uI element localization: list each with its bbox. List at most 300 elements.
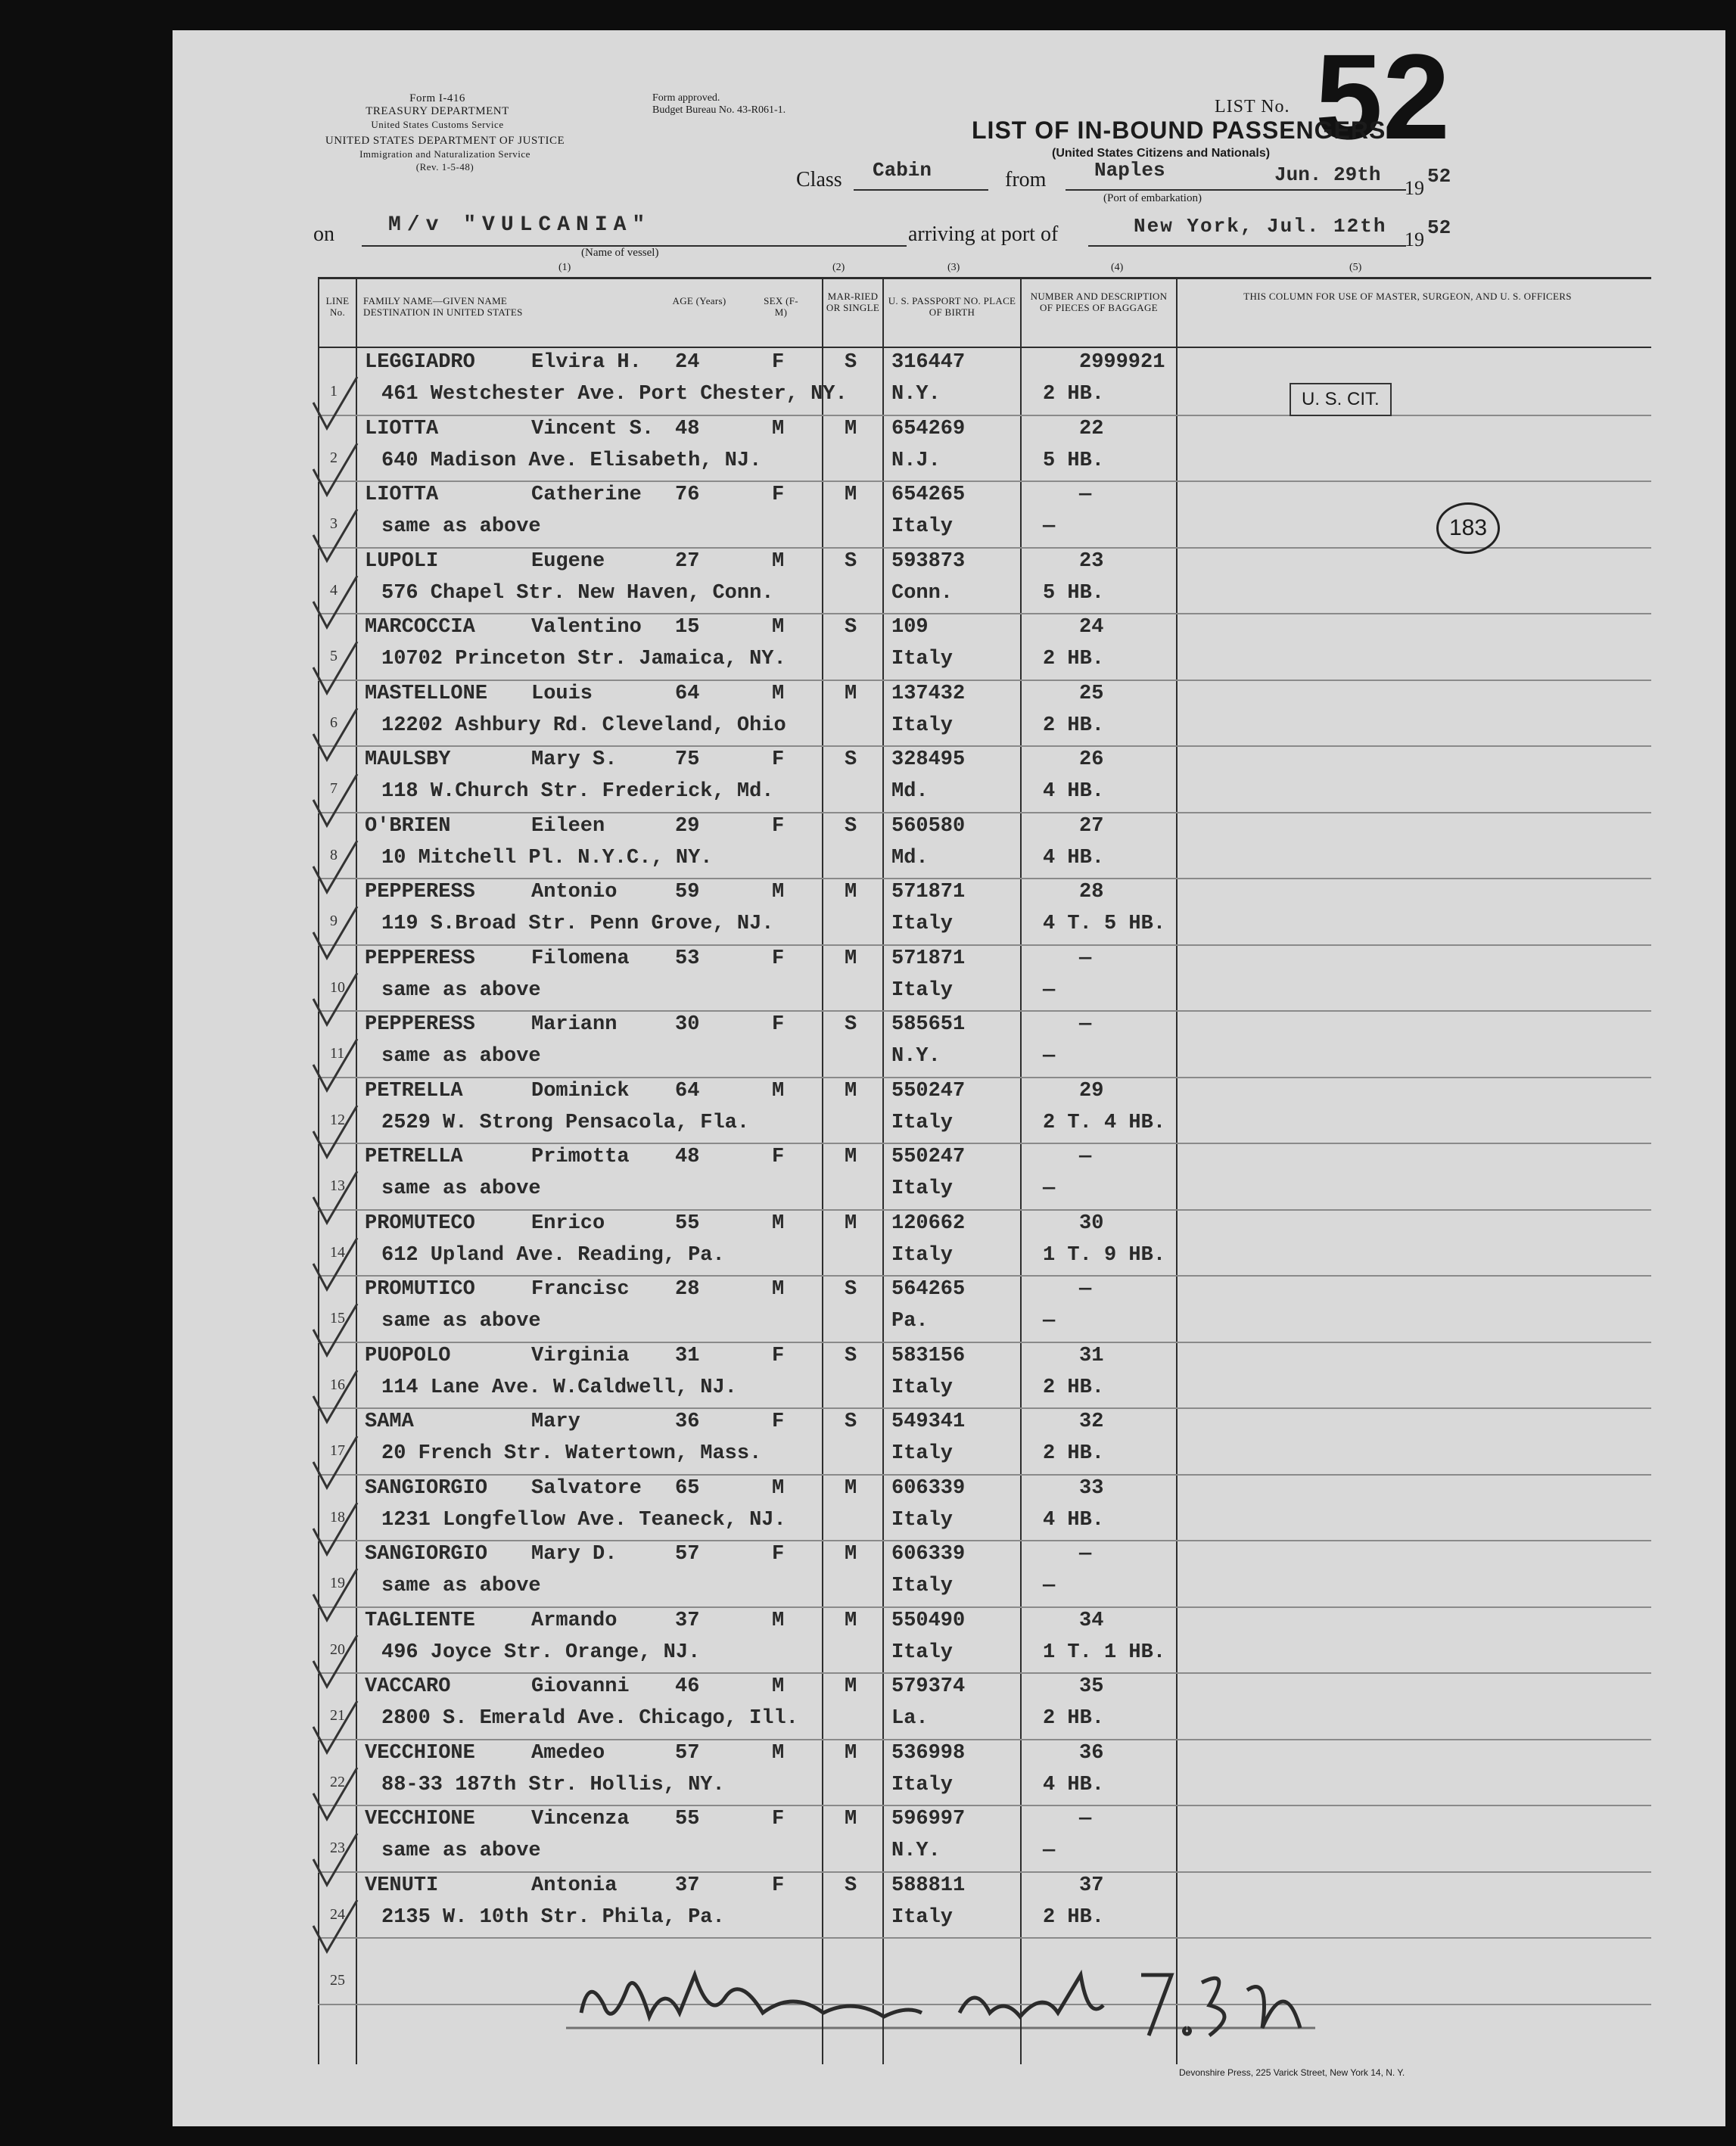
family-name: SANGIORGIO bbox=[365, 1543, 488, 1566]
printer-credit: Devonshire Press, 225 Varick Street, New York 14, N. Y. bbox=[1179, 2067, 1405, 2078]
embark-note: (Port of embarkation) bbox=[1103, 192, 1202, 204]
form-number: Form I-416 bbox=[409, 92, 465, 104]
line-number: 20 bbox=[330, 1641, 345, 1658]
family-name: PEPPERESS bbox=[365, 947, 475, 970]
passport-number: 596997 bbox=[891, 1808, 966, 1830]
age: 75 bbox=[675, 748, 700, 771]
place-of-birth: Conn. bbox=[891, 581, 954, 605]
table-row bbox=[318, 350, 1651, 416]
place-of-birth: Italy bbox=[891, 1905, 954, 1929]
baggage-number: 25 bbox=[1079, 682, 1104, 705]
table-row bbox=[318, 747, 1651, 813]
sex: F bbox=[772, 1874, 785, 1897]
family-name: PUOPOLO bbox=[365, 1344, 451, 1367]
passport-number: 550247 bbox=[891, 1146, 966, 1168]
destination: same as above bbox=[381, 515, 541, 538]
baggage-number: — bbox=[1079, 1808, 1092, 1830]
sex: M bbox=[772, 1476, 785, 1500]
age: 24 bbox=[675, 351, 700, 374]
given-name: Francisc bbox=[531, 1278, 630, 1301]
baggage-description: — bbox=[1043, 978, 1056, 1002]
age: 36 bbox=[675, 1410, 700, 1433]
place-of-birth: La. bbox=[891, 1707, 929, 1730]
col-age: AGE (Years) bbox=[672, 295, 726, 306]
passport-number: 316447 bbox=[891, 351, 966, 374]
col-sex: SEX (F-M) bbox=[764, 295, 798, 318]
destination: 10 Mitchell Pl. N.Y.C., NY. bbox=[381, 846, 713, 869]
marital-status: S bbox=[845, 616, 857, 639]
baggage-description: 2 HB. bbox=[1043, 714, 1105, 737]
marital-status: S bbox=[845, 748, 857, 771]
destination: same as above bbox=[381, 1045, 541, 1068]
age: 15 bbox=[675, 616, 700, 639]
col-destination: DESTINATION IN UNITED STATES bbox=[363, 306, 523, 318]
place-of-birth: Italy bbox=[891, 515, 954, 538]
line-number: 4 bbox=[330, 581, 338, 599]
place-of-birth: Md. bbox=[891, 846, 929, 869]
baggage-description: 1 T. 9 HB. bbox=[1043, 1243, 1166, 1267]
place-of-birth: Italy bbox=[891, 1376, 954, 1399]
baggage-description: 1 T. 1 HB. bbox=[1043, 1641, 1166, 1664]
table-row bbox=[318, 416, 1651, 483]
given-name: Virginia bbox=[531, 1344, 630, 1367]
given-name: Louis bbox=[531, 682, 593, 705]
given-name: Dominick bbox=[531, 1079, 630, 1103]
destination: 88-33 187th Str. Hollis, NY. bbox=[381, 1773, 725, 1796]
age: 59 bbox=[675, 881, 700, 903]
given-name: Enrico bbox=[531, 1211, 605, 1235]
marital-status: M bbox=[845, 1808, 857, 1830]
passport-number: 654265 bbox=[891, 484, 966, 506]
family-name: VECCHIONE bbox=[365, 1741, 475, 1765]
table-row bbox=[318, 681, 1651, 748]
table-row bbox=[318, 1078, 1651, 1145]
destination: same as above bbox=[381, 1575, 541, 1597]
age: 65 bbox=[675, 1476, 700, 1500]
sex: F bbox=[772, 1344, 785, 1367]
baggage-number: 32 bbox=[1079, 1410, 1104, 1433]
table-row bbox=[318, 1277, 1651, 1343]
baggage-number: 24 bbox=[1079, 616, 1104, 639]
baggage-description: — bbox=[1043, 1177, 1056, 1200]
table-row bbox=[318, 1740, 1651, 1807]
baggage-description: 4 HB. bbox=[1043, 1773, 1105, 1796]
sex: F bbox=[772, 1808, 785, 1830]
sex: M bbox=[772, 881, 785, 903]
line-number: 12 bbox=[330, 1111, 345, 1128]
family-name: PEPPERESS bbox=[365, 1013, 475, 1036]
destination: 496 Joyce Str. Orange, NJ. bbox=[381, 1641, 701, 1664]
place-of-birth: Italy bbox=[891, 1177, 954, 1200]
table-row bbox=[318, 1409, 1651, 1476]
family-name: PETRELLA bbox=[365, 1079, 463, 1103]
place-of-birth: Italy bbox=[891, 1773, 954, 1796]
place-of-birth: Italy bbox=[891, 1243, 954, 1267]
inspector-signature bbox=[566, 1945, 1323, 2058]
sex: F bbox=[772, 1410, 785, 1433]
table-row bbox=[318, 1608, 1651, 1675]
given-name: Eileen bbox=[531, 814, 605, 838]
given-name: Eugene bbox=[531, 549, 605, 573]
baggage-description: — bbox=[1043, 1575, 1056, 1597]
given-name: Primotta bbox=[531, 1146, 630, 1168]
baggage-number: 37 bbox=[1079, 1874, 1104, 1897]
destination: 461 Westchester Ave. Port Chester, NY. bbox=[381, 383, 848, 406]
col-num-4: (4) bbox=[1111, 262, 1124, 273]
approval-block bbox=[652, 92, 786, 117]
given-name: Catherine bbox=[531, 484, 642, 506]
place-of-birth: N.Y. bbox=[891, 1840, 941, 1862]
place-of-birth: N.Y. bbox=[891, 383, 941, 406]
line-number: 8 bbox=[330, 846, 338, 863]
baggage-description: — bbox=[1043, 1310, 1056, 1333]
passport-number: 137432 bbox=[891, 682, 966, 705]
table-row bbox=[318, 1476, 1651, 1542]
place-of-birth: Italy bbox=[891, 1575, 954, 1597]
family-name: PROMUTICO bbox=[365, 1278, 475, 1301]
baggage-number: — bbox=[1079, 1146, 1092, 1168]
baggage-description: — bbox=[1043, 1840, 1056, 1862]
baggage-description: 2 T. 4 HB. bbox=[1043, 1111, 1166, 1134]
passport-number: 560580 bbox=[891, 814, 966, 838]
destination: 119 S.Broad Str. Penn Grove, NJ. bbox=[381, 913, 774, 935]
given-name: Antonia bbox=[531, 1874, 618, 1897]
family-name: SAMA bbox=[365, 1410, 414, 1433]
place-of-birth: Italy bbox=[891, 1442, 954, 1465]
table-row bbox=[318, 614, 1651, 681]
sex: F bbox=[772, 484, 785, 506]
passport-number: 328495 bbox=[891, 748, 966, 771]
justice-header bbox=[286, 135, 604, 173]
age: 28 bbox=[675, 1278, 700, 1301]
place-of-birth: Pa. bbox=[891, 1310, 929, 1333]
age: 76 bbox=[675, 484, 700, 506]
passport-number: 109 bbox=[891, 616, 929, 639]
line-number: 25 bbox=[330, 1972, 345, 1989]
passport-number: 550247 bbox=[891, 1079, 966, 1103]
table-row bbox=[318, 813, 1651, 880]
family-name: SANGIORGIO bbox=[365, 1476, 488, 1500]
class-label: Class bbox=[796, 168, 842, 191]
family-name: LIOTTA bbox=[365, 417, 439, 440]
table-row bbox=[318, 1211, 1651, 1277]
vessel-note: (Name of vessel) bbox=[581, 247, 659, 259]
table-row bbox=[318, 1144, 1651, 1211]
page-title: LIST OF IN-BOUND PASSENGERS bbox=[972, 117, 1386, 144]
destination: 114 Lane Ave. W.Caldwell, NJ. bbox=[381, 1376, 737, 1399]
us-cit-stamp: U. S. CIT. bbox=[1290, 383, 1392, 416]
passport-number: 579374 bbox=[891, 1675, 966, 1698]
destination: same as above bbox=[381, 1310, 541, 1333]
baggage-description: 2 HB. bbox=[1043, 1442, 1105, 1465]
given-name: Antonio bbox=[531, 881, 618, 903]
line-number: 7 bbox=[330, 780, 338, 797]
from-label: from bbox=[1005, 168, 1047, 191]
place-of-birth: Italy bbox=[891, 648, 954, 670]
table-row bbox=[318, 549, 1651, 615]
table-row bbox=[318, 1541, 1651, 1608]
line-number: 18 bbox=[330, 1508, 345, 1526]
family-name: VENUTI bbox=[365, 1874, 439, 1897]
table-row bbox=[318, 1674, 1651, 1740]
destination: 2800 S. Emerald Ave. Chicago, Ill. bbox=[381, 1707, 798, 1730]
baggage-description: 4 HB. bbox=[1043, 780, 1105, 803]
marital-status: S bbox=[845, 1874, 857, 1897]
given-name: Valentino bbox=[531, 616, 642, 639]
family-name: LEGGIADRO bbox=[365, 351, 475, 374]
destination: same as above bbox=[381, 978, 541, 1002]
passport-number: 536998 bbox=[891, 1741, 966, 1765]
baggage-description: — bbox=[1043, 515, 1056, 538]
approval-label: Form approved. bbox=[652, 92, 720, 104]
col-passport: U. S. PASSPORT NO. PLACE OF BIRTH bbox=[888, 295, 1016, 318]
list-no-label: LIST No. bbox=[1215, 97, 1290, 117]
baggage-number: 27 bbox=[1079, 814, 1104, 838]
list-number: 52 bbox=[1315, 29, 1450, 164]
treasury-label: TREASURY DEPARTMENT bbox=[366, 105, 509, 117]
ins-label: Immigration and Naturalization Service bbox=[359, 148, 530, 160]
sex: F bbox=[772, 814, 785, 838]
page-subtitle: (United States Citizens and Nationals) bbox=[1052, 147, 1271, 160]
line-number: 19 bbox=[330, 1575, 345, 1591]
sex: M bbox=[772, 1079, 785, 1103]
sex: F bbox=[772, 1146, 785, 1168]
line-number: 11 bbox=[330, 1045, 345, 1062]
given-name: Filomena bbox=[531, 947, 630, 970]
destination: 12202 Ashbury Rd. Cleveland, Ohio bbox=[381, 714, 786, 737]
year-prefix-2: 19 bbox=[1405, 229, 1424, 250]
baggage-number: 33 bbox=[1079, 1476, 1104, 1500]
sex: F bbox=[772, 748, 785, 771]
col-num-5: (5) bbox=[1349, 262, 1362, 273]
destination: 20 French Str. Watertown, Mass. bbox=[381, 1442, 762, 1465]
col-num-3: (3) bbox=[947, 262, 960, 273]
sex: M bbox=[772, 1609, 785, 1632]
passport-number: 654269 bbox=[891, 417, 966, 440]
baggage-number: 22 bbox=[1079, 417, 1104, 440]
baggage-description: 2 HB. bbox=[1043, 648, 1105, 670]
baggage-number: — bbox=[1079, 484, 1092, 506]
baggage-number: 31 bbox=[1079, 1344, 1104, 1367]
baggage-description: 2 HB. bbox=[1043, 1707, 1105, 1730]
revision-label: (Rev. 1-5-48) bbox=[415, 161, 474, 173]
baggage-number: — bbox=[1079, 947, 1092, 970]
marital-status: S bbox=[845, 549, 857, 573]
age: 55 bbox=[675, 1808, 700, 1830]
marital-status: S bbox=[845, 1410, 857, 1433]
col-name-block bbox=[363, 295, 523, 318]
line-number: 15 bbox=[330, 1310, 345, 1326]
passport-number: 564265 bbox=[891, 1278, 966, 1301]
line-number: 14 bbox=[330, 1243, 345, 1261]
family-name: MASTELLONE bbox=[365, 682, 488, 705]
place-of-birth: Italy bbox=[891, 714, 954, 737]
line-number: 24 bbox=[330, 1905, 345, 1923]
destination: 2135 W. 10th Str. Phila, Pa. bbox=[381, 1905, 725, 1929]
given-name: Armando bbox=[531, 1609, 618, 1632]
marital-status: M bbox=[845, 1741, 857, 1765]
place-of-birth: Italy bbox=[891, 1641, 954, 1664]
age: 57 bbox=[675, 1741, 700, 1765]
sex: M bbox=[772, 682, 785, 705]
marital-status: S bbox=[845, 1278, 857, 1301]
passport-number: 571871 bbox=[891, 947, 966, 970]
departure-date: Jun. 29th bbox=[1274, 163, 1381, 186]
marital-status: S bbox=[845, 1013, 857, 1036]
given-name: Giovanni bbox=[531, 1675, 630, 1698]
marital-status: S bbox=[845, 814, 857, 838]
sex: M bbox=[772, 1278, 785, 1301]
marital-status: M bbox=[845, 1476, 857, 1500]
given-name: Amedeo bbox=[531, 1741, 605, 1765]
budget-label: Budget Bureau No. 43-R061-1. bbox=[652, 104, 786, 116]
place-of-birth: Md. bbox=[891, 780, 929, 803]
marital-status: M bbox=[845, 1211, 857, 1235]
sex: F bbox=[772, 947, 785, 970]
vessel-name: M/v "VULCANIA" bbox=[388, 213, 652, 237]
passport-number: 606339 bbox=[891, 1476, 966, 1500]
baggage-number: — bbox=[1079, 1278, 1092, 1301]
sex: M bbox=[772, 417, 785, 440]
sex: F bbox=[772, 351, 785, 374]
baggage-description: 2 HB. bbox=[1043, 383, 1105, 406]
baggage-description: 4 T. 5 HB. bbox=[1043, 913, 1166, 935]
given-name: Mary bbox=[531, 1410, 580, 1433]
baggage-number: 29 bbox=[1079, 1079, 1104, 1103]
age: 27 bbox=[675, 549, 700, 573]
marital-status: M bbox=[845, 682, 857, 705]
place-of-birth: N.Y. bbox=[891, 1045, 941, 1068]
arriving-label: arriving at port of bbox=[908, 222, 1059, 246]
col-married: MAR-RIED OR SINGLE bbox=[826, 291, 880, 313]
destination: 10702 Princeton Str. Jamaica, NY. bbox=[381, 648, 786, 670]
marital-status: S bbox=[845, 351, 857, 374]
col-num-2: (2) bbox=[832, 262, 845, 273]
sex: M bbox=[772, 549, 785, 573]
age: 37 bbox=[675, 1609, 700, 1632]
age: 48 bbox=[675, 417, 700, 440]
baggage-number: 23 bbox=[1079, 549, 1104, 573]
destination: 118 W.Church Str. Frederick, Md. bbox=[381, 780, 774, 803]
line-number: 21 bbox=[330, 1707, 345, 1724]
table-row bbox=[318, 1806, 1651, 1873]
passport-number: 606339 bbox=[891, 1543, 966, 1566]
col-line-no: LINE No. bbox=[325, 295, 350, 318]
table-row bbox=[318, 1343, 1651, 1410]
sex: F bbox=[772, 1543, 785, 1566]
class-value: Cabin bbox=[873, 159, 932, 182]
baggage-description: 2 HB. bbox=[1043, 1905, 1105, 1929]
col-officers: THIS COLUMN FOR USE OF MASTER, SURGEON, AND U. S. OFFICERS bbox=[1243, 291, 1572, 302]
baggage-number: — bbox=[1079, 1543, 1092, 1566]
given-name: Elvira H. bbox=[531, 351, 642, 374]
baggage-number: 30 bbox=[1079, 1211, 1104, 1235]
age: 57 bbox=[675, 1543, 700, 1566]
line-number: 3 bbox=[330, 515, 338, 532]
family-name: MARCOCCIA bbox=[365, 616, 475, 639]
passport-number: 583156 bbox=[891, 1344, 966, 1367]
form-header-left bbox=[309, 92, 566, 131]
marital-status: M bbox=[845, 947, 857, 970]
table-row bbox=[318, 1012, 1651, 1078]
line-number: 9 bbox=[330, 913, 338, 929]
line-number: 10 bbox=[330, 978, 345, 996]
year-value: 52 bbox=[1427, 165, 1451, 188]
destination: same as above bbox=[381, 1840, 541, 1862]
line-number: 1 bbox=[330, 383, 338, 400]
col-num-1: (1) bbox=[558, 262, 571, 273]
marital-status: M bbox=[845, 881, 857, 903]
age: 37 bbox=[675, 1874, 700, 1897]
age: 64 bbox=[675, 682, 700, 705]
baggage-description: 2 HB. bbox=[1043, 1376, 1105, 1399]
from-value: Naples bbox=[1094, 159, 1165, 182]
line-number: 2 bbox=[330, 449, 338, 466]
destination: 1231 Longfellow Ave. Teaneck, NJ. bbox=[381, 1508, 786, 1532]
given-name: Salvatore bbox=[531, 1476, 642, 1500]
line-number: 23 bbox=[330, 1840, 345, 1856]
passport-number: 120662 bbox=[891, 1211, 966, 1235]
table-row bbox=[318, 1873, 1651, 1939]
given-name: Vincent S. bbox=[531, 417, 655, 440]
passport-number: 593873 bbox=[891, 549, 966, 573]
marital-status: M bbox=[845, 1079, 857, 1103]
line-number: 16 bbox=[330, 1376, 345, 1393]
justice-label: UNITED STATES DEPARTMENT OF JUSTICE bbox=[325, 135, 565, 147]
age: 29 bbox=[675, 814, 700, 838]
customs-label: United States Customs Service bbox=[371, 119, 504, 130]
col-baggage: NUMBER AND DESCRIPTION OF PIECES OF BAGGAGE bbox=[1030, 291, 1168, 313]
age: 46 bbox=[675, 1675, 700, 1698]
family-name: MAULSBY bbox=[365, 748, 451, 771]
family-name: VACCARO bbox=[365, 1675, 451, 1698]
passport-number: 549341 bbox=[891, 1410, 966, 1433]
marital-status: M bbox=[845, 1543, 857, 1566]
baggage-number: — bbox=[1079, 1013, 1092, 1036]
family-name: PEPPERESS bbox=[365, 881, 475, 903]
age: 64 bbox=[675, 1079, 700, 1103]
place-of-birth: Italy bbox=[891, 978, 954, 1002]
place-of-birth: Italy bbox=[891, 1111, 954, 1134]
baggage-number: 26 bbox=[1079, 748, 1104, 771]
destination: same as above bbox=[381, 1177, 541, 1200]
place-of-birth: Italy bbox=[891, 913, 954, 935]
circled-number: 183 bbox=[1436, 502, 1500, 554]
marital-status: M bbox=[845, 1675, 857, 1698]
table-row bbox=[318, 879, 1651, 946]
age: 31 bbox=[675, 1344, 700, 1367]
line-number: 13 bbox=[330, 1177, 345, 1194]
marital-status: M bbox=[845, 417, 857, 440]
given-name: Mary D. bbox=[531, 1543, 618, 1566]
passport-number: 550490 bbox=[891, 1609, 966, 1632]
passport-number: 588811 bbox=[891, 1874, 966, 1897]
arrival-port: New York, Jul. 12th bbox=[1134, 215, 1387, 238]
place-of-birth: Italy bbox=[891, 1508, 954, 1532]
sex: M bbox=[772, 1741, 785, 1765]
baggage-description: 4 HB. bbox=[1043, 846, 1105, 869]
destination: 2529 W. Strong Pensacola, Fla. bbox=[381, 1111, 750, 1134]
baggage-number: 28 bbox=[1079, 881, 1104, 903]
family-name: VECCHIONE bbox=[365, 1808, 475, 1830]
age: 55 bbox=[675, 1211, 700, 1235]
destination: 612 Upland Ave. Reading, Pa. bbox=[381, 1243, 725, 1267]
family-name: PETRELLA bbox=[365, 1146, 463, 1168]
given-name: Mariann bbox=[531, 1013, 618, 1036]
family-name: LUPOLI bbox=[365, 549, 439, 573]
table-row bbox=[318, 946, 1651, 1012]
line-number: 17 bbox=[330, 1442, 345, 1459]
